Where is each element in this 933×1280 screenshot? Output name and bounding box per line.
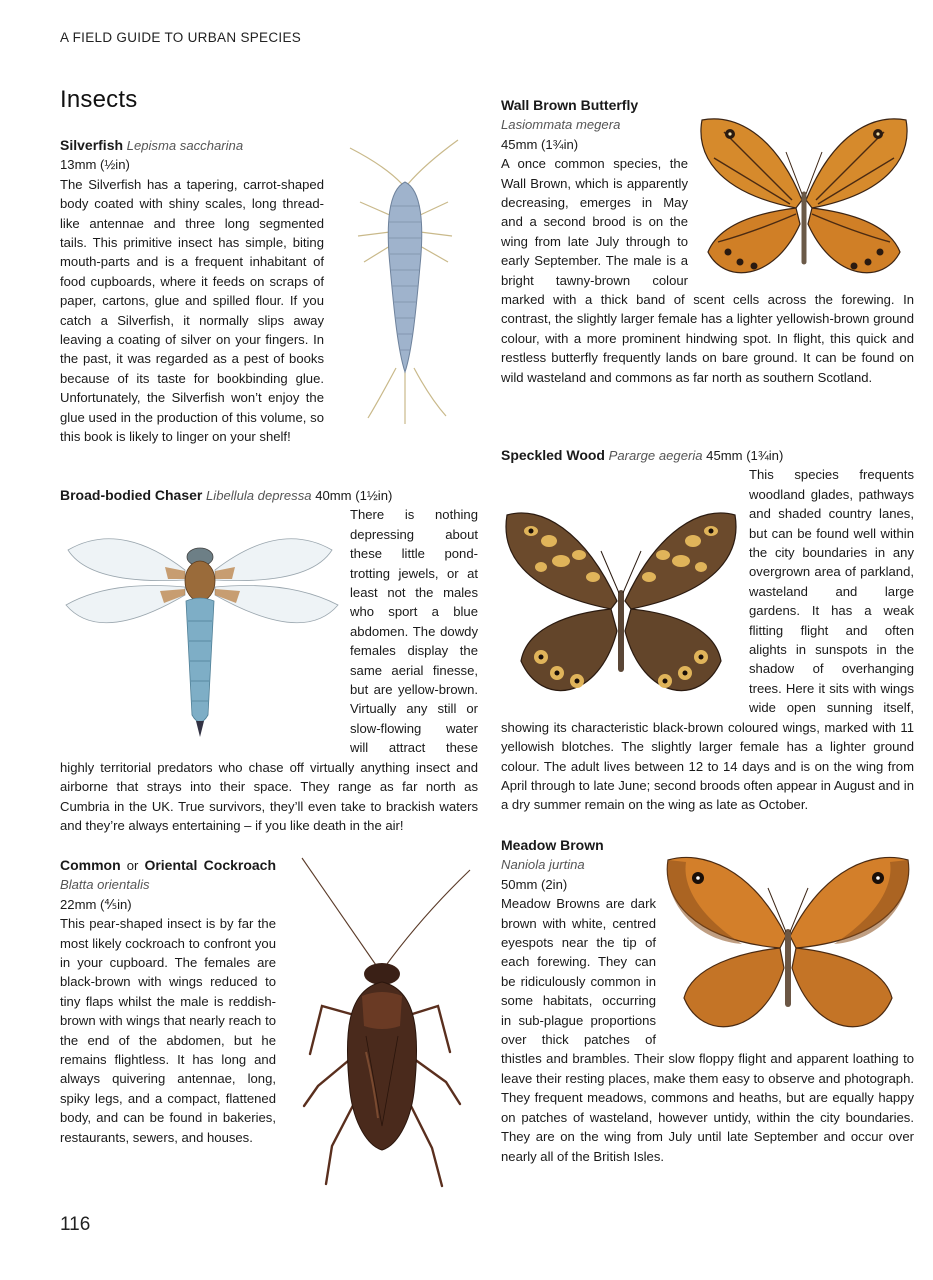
cockroach-or: or: [126, 858, 139, 873]
wall-brown-butterfly-illustration: [694, 112, 914, 286]
section-title: Insects: [60, 86, 138, 113]
entry-meadow-brown: [501, 836, 914, 1166]
dragonfly-illustration: [60, 525, 344, 739]
meadow-brown-name: Meadow Brown: [501, 837, 604, 853]
speckled-wood-name: Speckled Wood: [501, 447, 605, 463]
silverfish-name: Silverfish: [60, 137, 124, 153]
wall-brown-name: Wall Brown Butterfly: [501, 97, 639, 113]
chaser-sci: Libellula depressa: [206, 488, 312, 503]
wall-brown-text: A once common species, the Wall Brown, which is apparently decreasing, emerges in May and a second brood is on the wing from late July through to early September. The male is a bright tawny-brown colour marked with a thick band of scent cells across the forewing. In contrast, the slightly larger female has a lighter yellowish-brown ground colour, with a more prominent hindwing spot. In flight, this quick and restless butterfly frequently lands on bare ground. It can be found on wild wasteland and commons as far north as southern Scotland.: [501, 156, 914, 385]
cockroach-size: 22mm (⅘in): [60, 896, 132, 912]
entry-wall-brown: [501, 96, 914, 387]
page-number: 116: [60, 1214, 91, 1235]
cockroach-sci: Blatta orientalis: [60, 877, 150, 893]
entry-cockroach: [60, 856, 478, 1192]
meadow-brown-butterfly-illustration: [662, 848, 914, 1044]
meadow-brown-size: 50mm (2in): [501, 876, 568, 892]
cockroach-text: This pear-shaped insect is by far the most likely cockroach to confront you in your cupboard. The females are black-brown with wings reduced to tiny flaps whilst the male is reddish-brown with wings that nearly reach to the end of the abdomen, but he remains flightless. It has long and always quivering antennae, long, spiky legs, and a compact, flattened body, and can be found in bakeries, restaurants, sewers, and houses.: [60, 916, 276, 1145]
chaser-size: 40mm (1½in): [315, 488, 393, 503]
cockroach-name-1: Common: [60, 857, 121, 873]
silverfish-size: 13mm (½in): [60, 157, 130, 173]
wall-brown-size: 45mm (1¾in): [501, 136, 579, 152]
wall-brown-sci: Lasiommata megera: [501, 117, 621, 133]
speckled-wood-butterfly-illustration: [501, 501, 741, 717]
entry-silverfish: [60, 136, 478, 447]
meadow-brown-text: Meadow Browns are dark brown with white, centred eyespots near the tip of each forewing. They can be ridiculously common in some habitats, occurring in sub-plague proportions over thick patches of thistles and brambles. Their slow floppy flight and apparent loathing to leave their resting places, make them easy to observe and photograph. They frequent meadows, commons and heaths, but are equally happy on patches of wasteland, however untidy, within the city boundaries. They are on the wing from July until late September and occur over nearly all of the British Isles.: [501, 896, 914, 1164]
speckled-wood-text: This species frequents woodland glades, pathways and shaded country lanes, but can be found well within the city boundaries in any overgrown area of parkland, wasteland and large gardens. It has a weak flitting flight and often alights in sunspots in the shadow of overhanging trees. Here it sits with wings wide open sunning itself, showing its characteristic black-brown coloured wings, marked with 11 yellowish blotches. The slightly larger female has a lighter ground colour. The adult lives between 12 to 14 days and is on the wing from April through to late June; second broods often appear in August and in a dry summer remain on the wing as late as October.: [501, 467, 914, 813]
cockroach-name-2: Oriental Cockroach: [144, 857, 277, 873]
running-head: A FIELD GUIDE TO URBAN SPECIES: [60, 30, 302, 45]
speckled-wood-sci: Pararge aegeria: [608, 448, 703, 463]
silverfish-sci: Lepisma saccharina: [126, 138, 244, 153]
entry-speckled-wood: [501, 446, 914, 815]
chaser-name: Broad-bodied Chaser: [60, 487, 203, 503]
silverfish-illustration: [330, 136, 478, 426]
entry-chaser: [60, 486, 478, 835]
chaser-text: There is nothing depressing about these little pond-trotting jewels, or at least not the males who sport a blue abdomen. The dowdy females display the same aerial finesse, but are yellow-brown. Virtually any still or slow-flowing water will attract these highly territorial predators who chase off virtually anything insect and airborne that strays into their space. They range as far north as Cumbria in the UK. True survivors, they’ll even take to brackish waters and they’re always entertaining – if you like death in the air!: [60, 507, 478, 833]
silverfish-text: The Silverfish has a tapering, carrot-shaped body coated with shiny scales, long thread-like antennae and three long segmented tails. This primitive insect has simple, biting mouth-parts and is a frequent inhabitant of food cupboards, where it feeds on scraps of paper, cartons, glue and spilled flour. If you catch a Silverfish, it normally slips away leaving a coating of silver on your fingers. In the past, it was regarded as a pest of books because of its taste for bookbinding glue. Unfortunately, the Silverfish won’t enjoy the glue used in the production of this volume, so this book is likely to linger on your shelf!: [60, 176, 324, 445]
cockroach-illustration: [282, 856, 478, 1192]
speckled-wood-size: 45mm (1¾in): [706, 448, 784, 463]
meadow-brown-sci: Naniola jurtina: [501, 857, 585, 873]
